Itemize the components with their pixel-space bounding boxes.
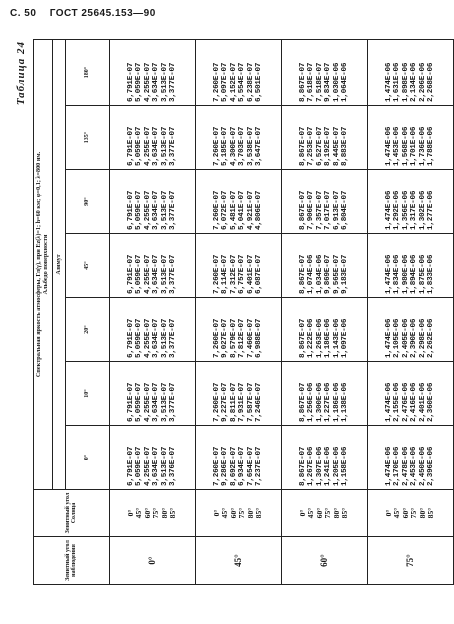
- value: 8,579E-07: [229, 318, 238, 358]
- sun-angles-cell: [281, 490, 367, 537]
- value: 9,565E-07: [332, 254, 341, 294]
- col-header-sun: Зенитный угол Солнца: [34, 490, 110, 537]
- value: 3,376E-07: [169, 446, 178, 486]
- value: 2,268E-06: [427, 62, 436, 102]
- value: 1,701E-06: [410, 126, 419, 166]
- value: 1,474E-06: [384, 382, 393, 422]
- value: 1,034E-06: [315, 254, 324, 294]
- value: 6,527E-07: [315, 126, 324, 166]
- value: 4,255E-07: [143, 318, 152, 358]
- value: 2,298E-06: [418, 318, 427, 358]
- azimuth-45: 45°: [65, 234, 109, 298]
- value: 6,757E-07: [238, 254, 247, 294]
- value: 1,834E-06: [393, 254, 402, 294]
- value: 2,206E-06: [418, 62, 427, 102]
- value: 7,017E-07: [324, 190, 333, 230]
- value: 5,059E-07: [135, 318, 144, 358]
- value: 1,186E-06: [332, 382, 341, 422]
- value: 3,513E-07: [160, 190, 169, 230]
- table-label: Таблица 24: [15, 41, 27, 106]
- value: 2,478E-06: [401, 446, 410, 486]
- value: 1,356E-06: [401, 190, 410, 230]
- value: 6,913E-07: [332, 190, 341, 230]
- value: 8,867E-07: [298, 382, 307, 422]
- sun-angles-cell: [109, 490, 195, 537]
- value: 7,518E-07: [315, 62, 324, 102]
- value: 2,105E-06: [393, 318, 402, 358]
- value: 9,834E-07: [324, 62, 333, 102]
- value-cell: [367, 234, 453, 298]
- value: 2,396E-06: [427, 446, 436, 486]
- value: 1,894E-06: [410, 254, 419, 294]
- value-cell: [281, 298, 367, 362]
- obs-angle-cell: 0°: [109, 537, 195, 585]
- value: 6,791E-07: [126, 62, 135, 102]
- value: 2,405E-06: [401, 318, 410, 358]
- sun-angle: 85°: [426, 507, 436, 519]
- value: 9,286E-07: [221, 446, 230, 486]
- sun-angle: 60°: [228, 507, 238, 519]
- value: 3,634E-07: [152, 254, 161, 294]
- value-cell: [109, 362, 195, 426]
- value: 1,267E-06: [307, 446, 316, 486]
- value: 1,030E-06: [332, 62, 341, 102]
- sun-angle: 75°: [237, 507, 247, 519]
- table-row: [195, 39, 281, 584]
- value: 7,312E-07: [229, 254, 238, 294]
- value-cell: [109, 39, 195, 105]
- value-cell: [195, 362, 281, 426]
- obs-angle-cell: 75°: [367, 537, 453, 585]
- value: 3,377E-07: [169, 382, 178, 422]
- value: 2,262E-06: [427, 318, 436, 358]
- value: 5,554E-07: [238, 62, 247, 102]
- value: 2,416E-06: [410, 382, 419, 422]
- value: 1,474E-06: [384, 62, 393, 102]
- value: 7,237E-07: [255, 446, 264, 486]
- sun-angle: 60°: [400, 507, 410, 519]
- value: 3,634E-07: [152, 446, 161, 486]
- value: 9,027E-07: [221, 318, 230, 358]
- sun-angle: 0°: [125, 509, 135, 517]
- sun-angle: 60°: [142, 507, 152, 519]
- value: 7,931E-07: [238, 382, 247, 422]
- value-cell: [281, 362, 367, 426]
- value: 1,074E-06: [307, 254, 316, 294]
- col-header-obs: Зенитный угол наблюдения: [34, 537, 110, 585]
- value: 1,631E-06: [393, 62, 402, 102]
- sun-angle: 45°: [220, 507, 230, 519]
- value: 6,791E-07: [126, 126, 135, 166]
- value: 1,980E-06: [401, 254, 410, 294]
- sun-angles-cell: [367, 490, 453, 537]
- sun-angle: 85°: [168, 507, 178, 519]
- value: 5,059E-07: [135, 190, 144, 230]
- value: 4,300E-07: [229, 126, 238, 166]
- value: 8,192E-07: [324, 126, 333, 166]
- value: 1,064E-06: [341, 62, 350, 102]
- value: 2,390E-06: [410, 318, 419, 358]
- sun-angle: 0°: [211, 509, 221, 517]
- value: 6,934E-07: [238, 446, 247, 486]
- value: 8,883E-07: [341, 126, 350, 166]
- sun-angle: 85°: [254, 507, 264, 519]
- value: 8,867E-07: [298, 190, 307, 230]
- value: 3,513E-07: [160, 382, 169, 422]
- value: 3,513E-07: [160, 62, 169, 102]
- value: 3,377E-07: [169, 62, 178, 102]
- value-cell: [367, 298, 453, 362]
- azimuth-10: 10°: [65, 362, 109, 426]
- value: 3,513E-07: [160, 254, 169, 294]
- value-cell: [367, 39, 453, 105]
- value-cell: [367, 106, 453, 170]
- table-body: [109, 39, 453, 584]
- value: 9,183E-07: [341, 254, 350, 294]
- value: 8,867E-07: [298, 446, 307, 486]
- value: 8,811E-07: [229, 382, 238, 422]
- value: 7,587E-07: [246, 382, 255, 422]
- value: 6,401E-07: [246, 254, 255, 294]
- value: 1,143E-06: [332, 318, 341, 358]
- value: 7,260E-07: [212, 190, 221, 230]
- rotated-table-page: [15, 35, 436, 585]
- value: 8,114E-07: [221, 254, 230, 294]
- value: 3,513E-07: [160, 318, 169, 358]
- value: 6,791E-07: [126, 446, 135, 486]
- value: 6,087E-07: [255, 254, 264, 294]
- value: 1,736E-06: [418, 126, 427, 166]
- value-cell: [281, 234, 367, 298]
- page-header: [10, 8, 166, 19]
- value: 4,921E-07: [246, 190, 255, 230]
- value: 1,875E-06: [418, 254, 427, 294]
- value: 7,260E-07: [212, 126, 221, 166]
- value: 5,041E-07: [238, 190, 247, 230]
- sun-angle: 85°: [340, 507, 350, 519]
- value: 2,401E-06: [418, 382, 427, 422]
- value: 1,307E-06: [315, 446, 324, 486]
- value: 1,474E-06: [384, 318, 393, 358]
- sun-angle: 0°: [297, 509, 307, 517]
- sun-angle: 60°: [314, 507, 324, 519]
- value-cell: [367, 426, 453, 490]
- sun-angle: 45°: [306, 507, 316, 519]
- sun-angle: 80°: [245, 507, 255, 519]
- value-cell: [109, 426, 195, 490]
- value: 1,263E-06: [315, 318, 324, 358]
- value: 1,474E-06: [384, 254, 393, 294]
- value: 6,804E-07: [341, 190, 350, 230]
- value: 3,634E-07: [152, 382, 161, 422]
- value: 6,501E-07: [255, 62, 264, 102]
- value: 5,185E-07: [221, 126, 230, 166]
- value-cell: [367, 170, 453, 234]
- value: 4,255E-07: [143, 446, 152, 486]
- value: 1,568E-06: [401, 126, 410, 166]
- value: 5,059E-07: [135, 382, 144, 422]
- value: 6,791E-07: [126, 254, 135, 294]
- sun-angle: 45°: [392, 507, 402, 519]
- sun-angle: 80°: [331, 507, 341, 519]
- value: 8,692E-07: [229, 446, 238, 486]
- value: 2,476E-06: [401, 382, 410, 422]
- value: 4,255E-07: [143, 190, 152, 230]
- value: 4,806E-07: [255, 190, 264, 230]
- value: 6,791E-07: [126, 190, 135, 230]
- value-cell: [109, 170, 195, 234]
- value: 2,450E-06: [418, 446, 427, 486]
- sun-angle: 45°: [134, 507, 144, 519]
- value: 3,377E-07: [169, 254, 178, 294]
- value: 5,059E-07: [135, 62, 144, 102]
- value-cell: [281, 426, 367, 490]
- value: 7,260E-07: [212, 446, 221, 486]
- value: 3,538E-07: [246, 126, 255, 166]
- value: 5,481E-07: [229, 190, 238, 230]
- value: 8,445E-07: [332, 126, 341, 166]
- value-cell: [109, 106, 195, 170]
- sun-angle: 80°: [159, 507, 169, 519]
- sun-angle: 75°: [323, 507, 333, 519]
- value: 8,867E-07: [298, 126, 307, 166]
- value: 6,988E-07: [255, 318, 264, 358]
- azimuth-0: 0°: [65, 426, 109, 490]
- value: 1,227E-06: [324, 382, 333, 422]
- table-row: [281, 39, 367, 584]
- standard-code: ГОСТ 25645.153—90: [49, 8, 156, 19]
- azimuth-135: 135°: [65, 106, 109, 170]
- value: 3,513E-07: [160, 446, 169, 486]
- value: 1,292E-06: [393, 190, 402, 230]
- value: 2,134E-06: [410, 62, 419, 102]
- value: 1,302E-06: [418, 190, 427, 230]
- value: 3,377E-07: [169, 318, 178, 358]
- sun-angle: 75°: [409, 507, 419, 519]
- value: 7,618E-07: [307, 62, 316, 102]
- value: 1,241E-06: [324, 446, 333, 486]
- value: 7,906E-07: [307, 190, 316, 230]
- value: 1,205E-06: [332, 446, 341, 486]
- value: 4,255E-07: [143, 126, 152, 166]
- value: 3,634E-07: [152, 126, 161, 166]
- value: 3,513E-07: [160, 126, 169, 166]
- caption-line-1: Спектральная яркость атмосферы, Гл(γ), при Ez(λ)=1; h=60 км; φ=0,1; λ=800 нм.: [35, 151, 42, 378]
- value: 7,460E-07: [246, 318, 255, 358]
- value: 8,867E-07: [298, 62, 307, 102]
- value: 1,277E-06: [427, 190, 436, 230]
- sun-angle: 0°: [383, 509, 393, 517]
- value: 1,833E-06: [427, 254, 436, 294]
- value-cell: [109, 298, 195, 362]
- value: 6,791E-07: [126, 318, 135, 358]
- value: 6,238E-07: [246, 62, 255, 102]
- value: 7,654E-07: [246, 446, 255, 486]
- value: 1,453E-06: [393, 126, 402, 166]
- value: 8,867E-07: [298, 318, 307, 358]
- obs-angle-cell: 45°: [195, 537, 281, 585]
- azimuth-header: Азимут: [52, 39, 65, 489]
- value: 1,317E-06: [410, 190, 419, 230]
- value: 7,812E-07: [238, 318, 247, 358]
- value: 6,072E-07: [221, 190, 230, 230]
- value: 7,253E-07: [307, 126, 316, 166]
- value: 7,260E-07: [212, 62, 221, 102]
- table-caption: [34, 39, 53, 489]
- value: 1,788E-06: [427, 126, 436, 166]
- value: 1,186E-06: [324, 318, 333, 358]
- value: 1,474E-06: [384, 126, 393, 166]
- value: 7,260E-07: [212, 318, 221, 358]
- azimuth-90: 90°: [65, 170, 109, 234]
- value: 1,256E-06: [307, 382, 316, 422]
- value: 3,647E-07: [255, 126, 264, 166]
- value-cell: [195, 39, 281, 105]
- value-cell: [195, 426, 281, 490]
- sun-angles-cell: [195, 490, 281, 537]
- page-number: С. 50: [10, 8, 37, 19]
- value: 1,474E-06: [384, 190, 393, 230]
- value: 9,227E-07: [221, 382, 230, 422]
- value: 2,155E-06: [393, 382, 402, 422]
- value: 1,158E-06: [341, 446, 350, 486]
- value: 1,097E-06: [341, 318, 350, 358]
- value: 4,255E-07: [143, 254, 152, 294]
- value: 1,138E-06: [341, 382, 350, 422]
- value-cell: [195, 106, 281, 170]
- value: 3,634E-07: [152, 190, 161, 230]
- value: 5,097E-07: [221, 62, 230, 102]
- sun-angle: 75°: [151, 507, 161, 519]
- value: 2,453E-06: [410, 446, 419, 486]
- value: 4,255E-07: [143, 62, 152, 102]
- value: 5,059E-07: [135, 254, 144, 294]
- value: 1,474E-06: [384, 446, 393, 486]
- value: 2,170E-06: [393, 446, 402, 486]
- value: 1,300E-06: [315, 382, 324, 422]
- value: 4,152E-07: [229, 62, 238, 102]
- value: 2,360E-06: [427, 382, 436, 422]
- value-cell: [195, 170, 281, 234]
- value: 6,791E-07: [126, 382, 135, 422]
- value: 5,059E-07: [135, 446, 144, 486]
- data-table: [33, 39, 454, 585]
- azimuth-20: 20°: [65, 298, 109, 362]
- value: 3,377E-07: [169, 190, 178, 230]
- caption-line-2: Альбедо поверхности: [41, 234, 49, 295]
- value: 4,255E-07: [143, 382, 152, 422]
- value: 3,634E-07: [152, 62, 161, 102]
- value: 1,898E-06: [401, 62, 410, 102]
- table-row: [109, 39, 195, 584]
- value-cell: [281, 39, 367, 105]
- value: 3,703E-07: [238, 126, 247, 166]
- sun-angle: 80°: [417, 507, 427, 519]
- value: 7,260E-07: [212, 254, 221, 294]
- value: 3,377E-07: [169, 126, 178, 166]
- value: 7,357E-07: [315, 190, 324, 230]
- value: 7,260E-07: [212, 382, 221, 422]
- table-row: [367, 39, 453, 584]
- value-cell: [109, 234, 195, 298]
- value-cell: [195, 234, 281, 298]
- value-cell: [281, 106, 367, 170]
- value-cell: [195, 298, 281, 362]
- value: 7,246E-07: [255, 382, 264, 422]
- value: 8,867E-07: [298, 254, 307, 294]
- value: 9,869E-07: [324, 254, 333, 294]
- value: 1,222E-06: [307, 318, 316, 358]
- value: 3,634E-07: [152, 318, 161, 358]
- value: 5,059E-07: [135, 126, 144, 166]
- value-cell: [281, 170, 367, 234]
- azimuth-180: 180°: [65, 39, 109, 105]
- value-cell: [367, 362, 453, 426]
- obs-angle-cell: 60°: [281, 537, 367, 585]
